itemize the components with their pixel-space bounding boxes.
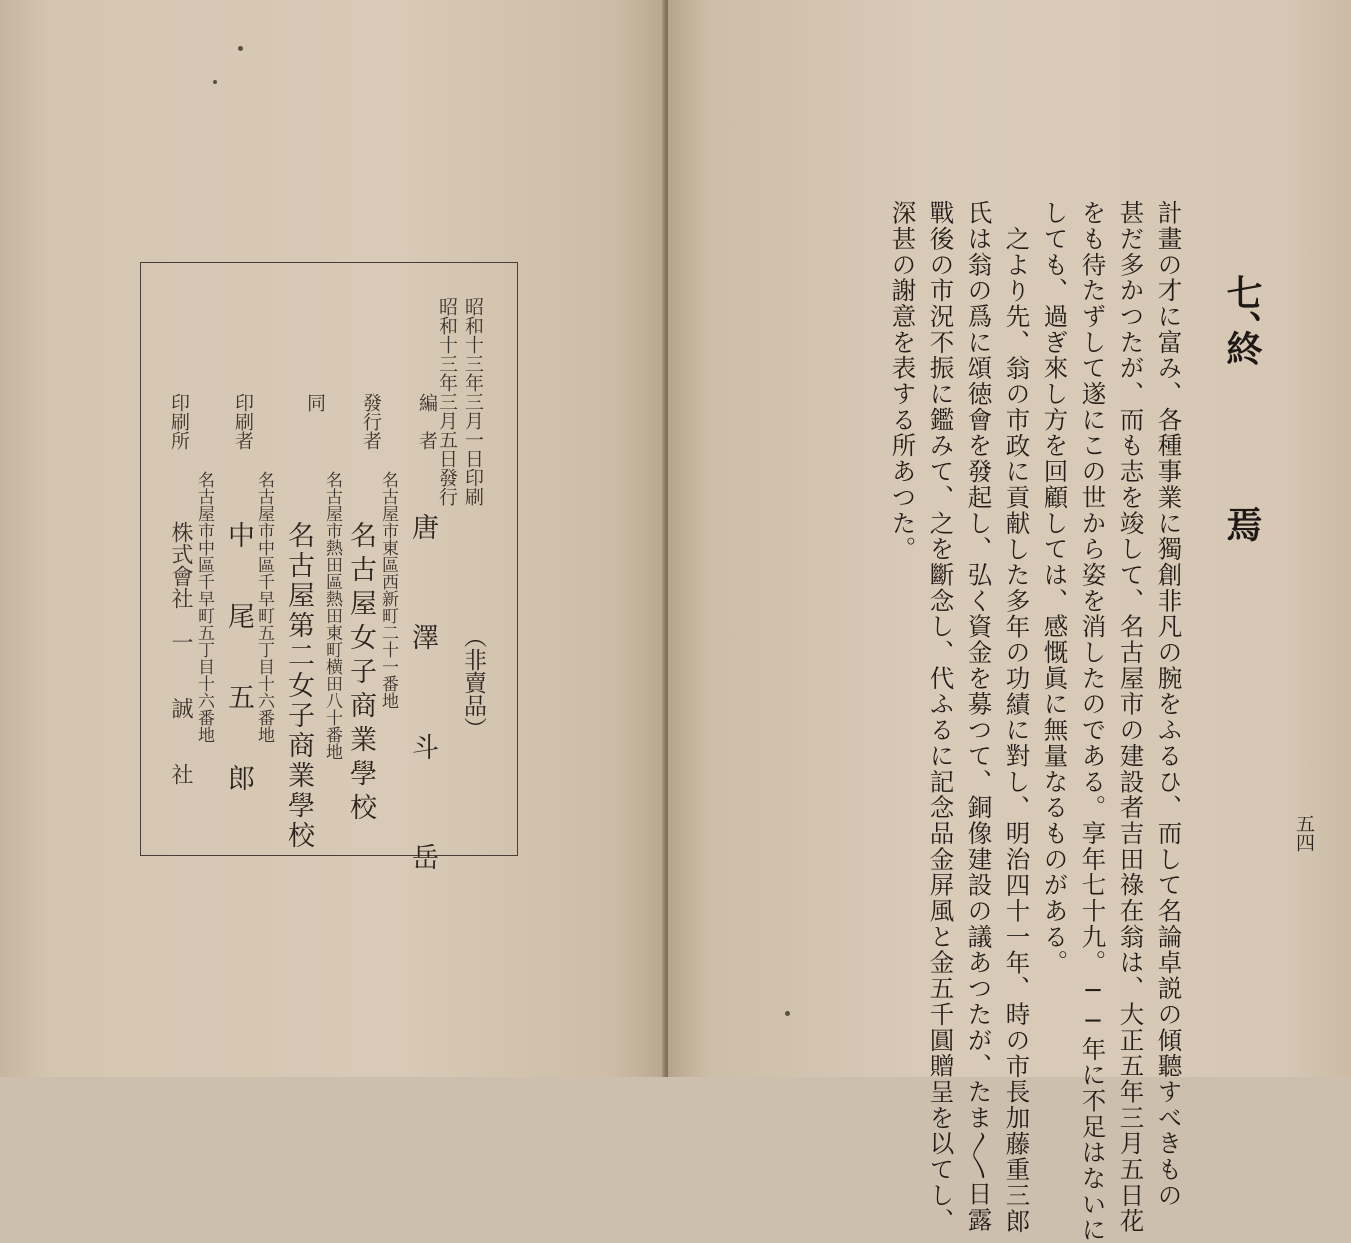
publisher-label: 發行者 [360,393,382,450]
body-line-6: 氏は翁の爲に頌徳會を發起し、弘く資金を募つて、銅像建設の議あつたが、たま〳〵日露 [964,200,994,1233]
paper-speck [785,1011,790,1016]
print-date: 昭和十三年三月一日印刷 [462,297,484,506]
page-number: 五四 [1293,814,1315,852]
printer-address: 名古屋市中區千早町五丁目十六番地 [254,471,274,743]
editor-label: 編 者 [416,393,438,450]
left-page [0,0,665,1077]
paper-speck [213,80,217,84]
publisher-name: 名古屋女子商業學校 [345,521,376,827]
publisher2-name: 名古屋第二女子商業學校 [283,521,314,851]
same-label: 同 [304,393,326,412]
body-line-1: 計畫の才に富み、各種事業に獨創非凡の腕をふるひ、而して名論卓説の傾聽すべきもの [1154,200,1184,1209]
chapter-title: 終 焉 [1221,330,1263,594]
body-line-8: 深甚の謝意を表する所あつた。 [888,200,918,562]
print-shop-address: 名古屋市中區千早町五丁目十六番地 [194,471,214,743]
body-line-5: 之より先、翁の市政に貢献した多年の功績に對し、明治四十一年、時の市長加藤重三郎 [1002,226,1032,1235]
body-line-4: しても、過ぎ來し方を回顧しては、感慨眞に無量なるものがある。 [1040,200,1070,976]
body-line-3: をも待たずして遂にこの世から姿を消したのである。享年七十九。──年に不足はないに [1078,200,1108,1243]
body-line-7: 戰後の市況不振に鑑みて、之を斷念し、代ふるに記念品金屏風と金五千圓贈呈を以てし、 [926,200,956,1234]
print-shop-label: 印刷所 [168,393,190,450]
chapter-number: 七、 [1221,274,1263,346]
issue-date: 昭和十三年三月五日發行 [436,297,458,506]
body-line-2: 甚だ多かつたが、而も志を竣して、名古屋市の建設者吉田祿在翁は、大正五年三月五日花 [1116,200,1146,1234]
printer-label: 印刷者 [232,393,254,450]
editor-address: 名古屋市東區西新町二十一番地 [378,471,398,709]
right-page [668,0,1351,1243]
colophon-box [140,262,518,898]
paper-speck [238,46,243,51]
not-for-sale-note: （非賣品） [460,625,486,740]
editor-name: 唐 澤 斗 岳 [407,513,438,898]
publisher-address: 名古屋市熱田區熱田東町横田八十番地 [322,471,342,760]
printer-name: 中 尾 五 郎 [223,521,254,791]
print-shop-name: 株式會社 一 誠 社 [168,521,193,785]
